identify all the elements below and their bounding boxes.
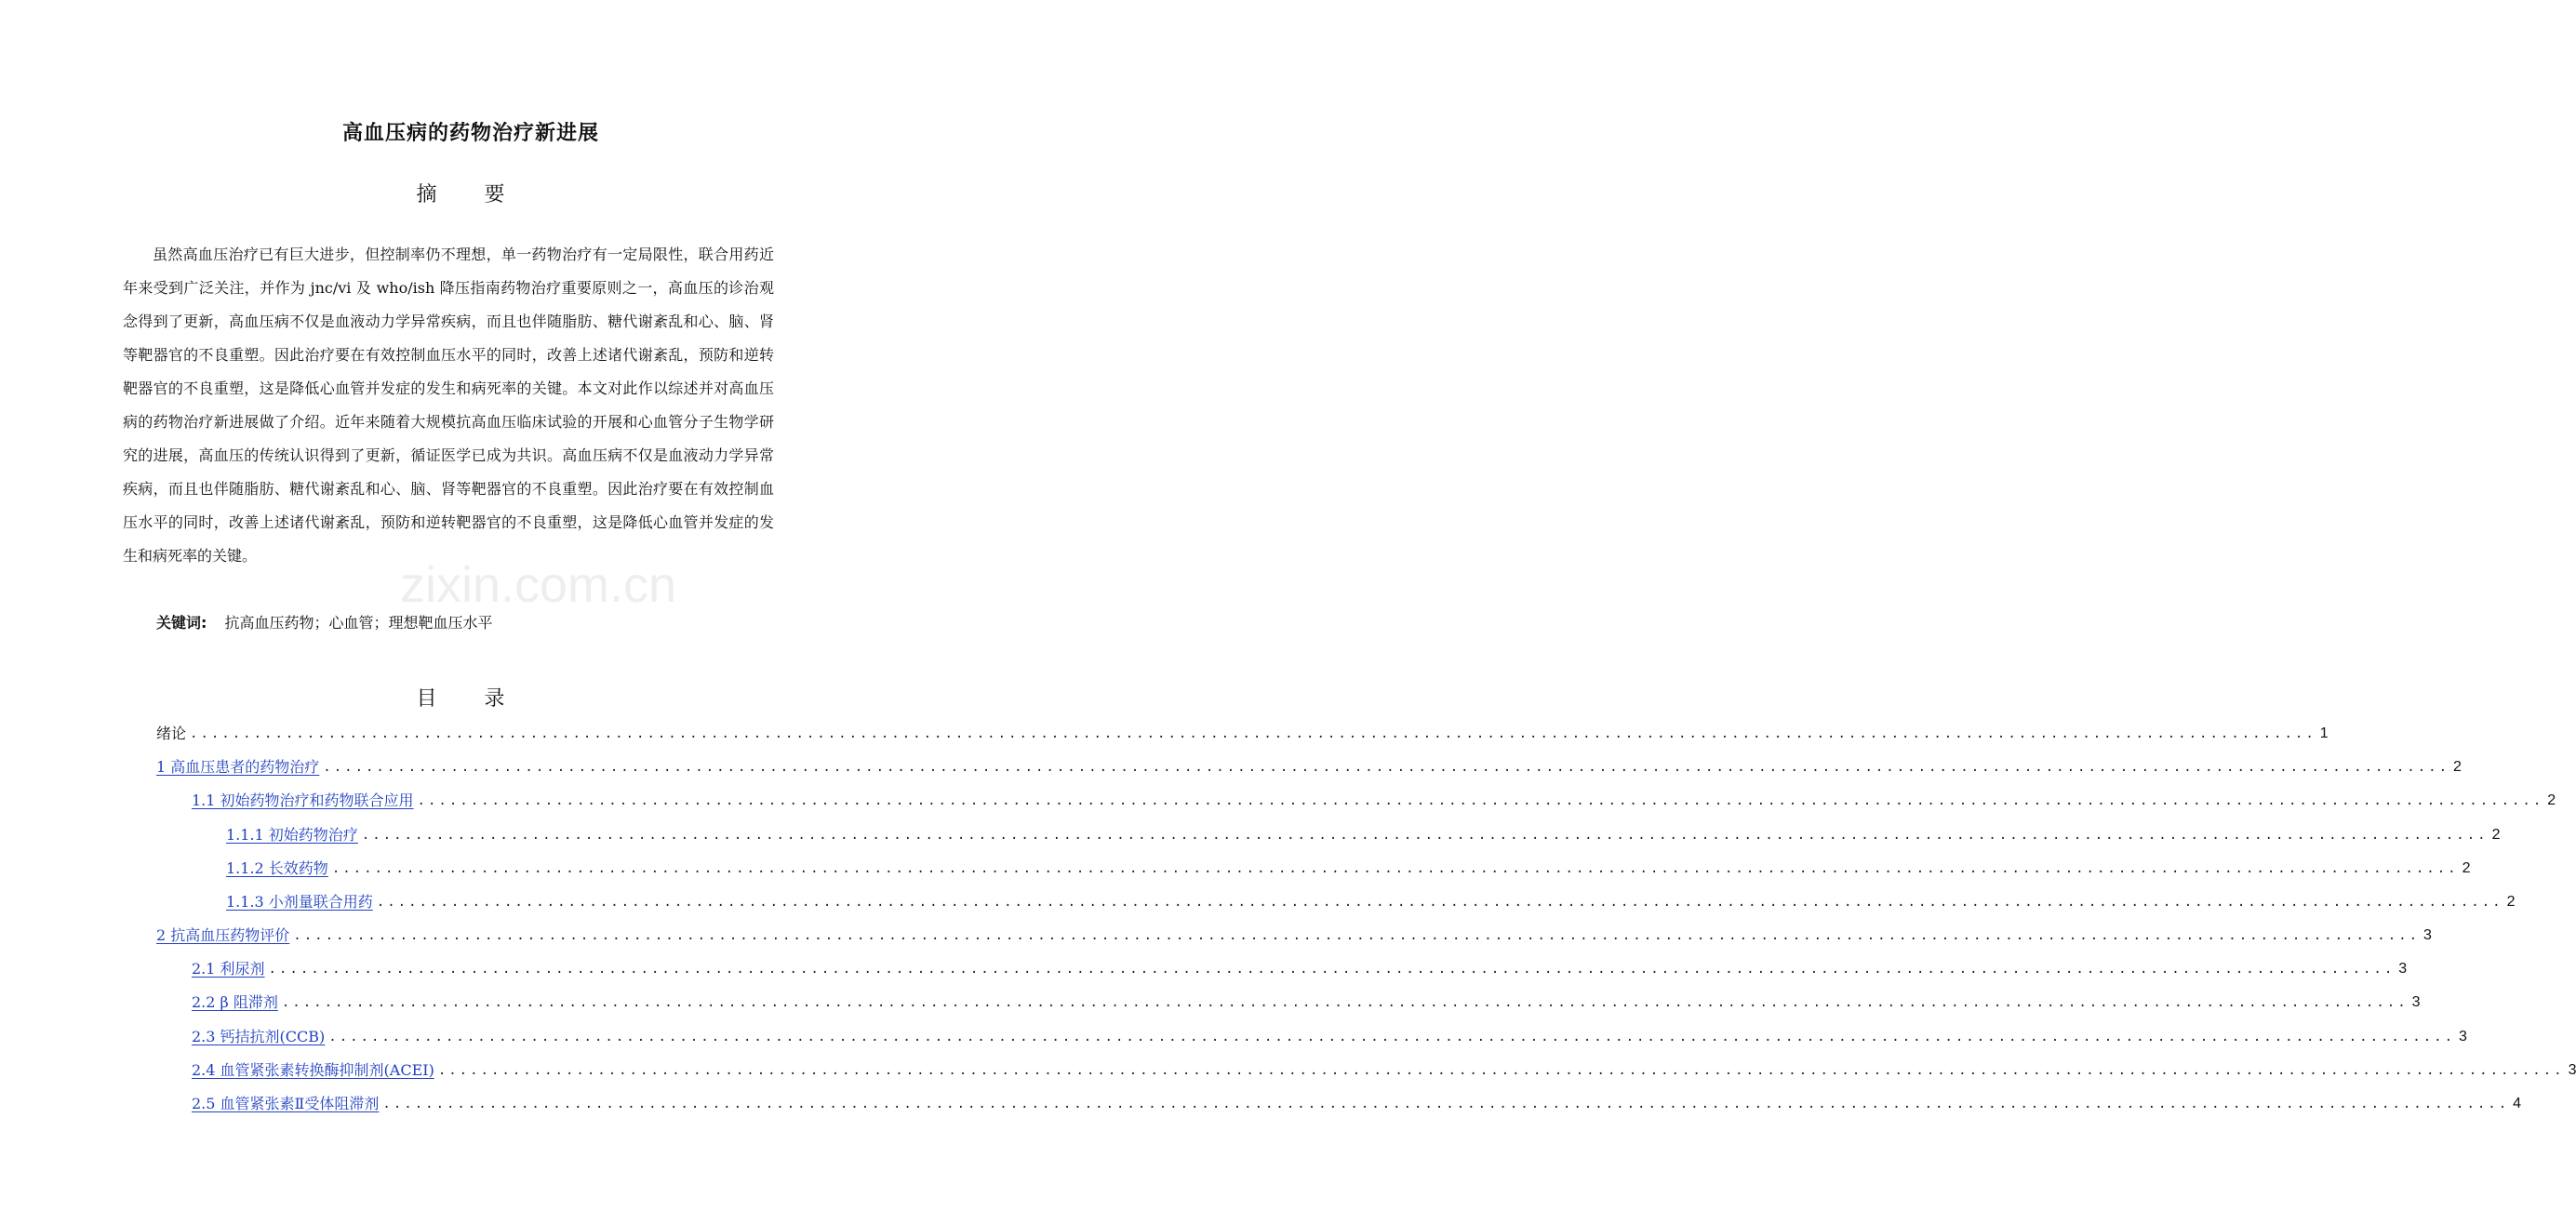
toc-leader-dots: ........................................................................................................................................................................................................ (268, 962, 2396, 977)
toc-page-number: 2 (2453, 759, 2462, 775)
toc-page-number: 3 (2398, 961, 2408, 977)
toc-leader-dots: ........................................................................................................................................................................................................ (376, 895, 2503, 910)
toc-row[interactable] (192, 1086, 2522, 1114)
toc-leader-dots: ........................................................................................................................................................................................................ (437, 1063, 2565, 1078)
toc-leader-dots: ........................................................................................................................................................................................................ (331, 861, 2459, 876)
toc-entry-link[interactable]: 1.1 初始药物治疗和药物联合应用 (192, 792, 414, 809)
toc-row[interactable] (156, 918, 2432, 946)
toc-leader-dots: ........................................................................................................................................................................................................ (293, 928, 2421, 943)
toc-page-number: 2 (2491, 827, 2501, 843)
keywords-label: 关键词: (156, 614, 207, 632)
toc-row[interactable] (226, 851, 2471, 879)
toc-heading: 目 录 (416, 687, 526, 711)
toc-row[interactable] (226, 818, 2501, 845)
toc-entry-link[interactable]: 1 高血压患者的药物治疗 (156, 758, 320, 776)
toc-leader-dots: ........................................................................................................................................................................................................ (323, 760, 2450, 775)
abstract-text: 虽然高血压治疗已有巨大进步，但控制率仍不理想，单一药物治疗有一定局限性，联合用药近年来受到广泛关注，并作为 jnc/vi 及 who/ish 降压指南药物治疗重要原则之一，高血压的诊治观念得到了更新，高血压病不仅是血液动力学异常疾病，而且也伴随脂肪、糖代谢紊乱和心、脑、肾等靶器官的不良重塑。因此治疗要在有效控制血压水平的同时，改善上述诸代谢紊乱，预防和逆转靶器官的不良重塑，这是降低心血管并发症的发生和病死率的关键。本文对此作以综述并对高血压病的药物治疗新进展做了介绍。近年来随着大规模抗高血压临床试验的开展和心血管分子生物学研究的进展，高血压的传统认识得到了更新，循证医学已成为共识。高血压病不仅是血液动力学异常疾病，而且也伴随脂肪、糖代谢紊乱和心、脑、肾等靶器官的不良重塑。因此治疗要在有效控制血压水平的同时，改善上述诸代谢紊乱，预防和逆转靶器官的不良重塑，这是降低心血管并发症的发生和病死率的关键。 (123, 246, 774, 565)
toc-leader-dots: ........................................................................................................................................................................................................ (361, 828, 2489, 843)
toc-entry-link[interactable]: 1.1.2 长效药物 (226, 859, 328, 877)
toc-leader-dots: ........................................................................................................................................................................................................ (417, 793, 2544, 808)
document-title: 高血压病的药物治疗新进展 (341, 122, 599, 145)
toc-row[interactable] (192, 952, 2408, 979)
toc-page-number: 2 (2547, 792, 2556, 808)
toc-page-number: 3 (2423, 927, 2432, 943)
toc-row[interactable] (156, 750, 2462, 778)
toc-leader-dots: ........................................................................................................................................................................................................ (382, 1097, 2510, 1111)
toc-page-number: 2 (2462, 860, 2471, 876)
watermark: zixin.com.cn (400, 557, 677, 613)
toc-row[interactable] (192, 783, 2556, 811)
toc-entry-link[interactable]: 2.5 血管紧张素Ⅱ受体阻滞剂 (192, 1095, 380, 1112)
toc-row[interactable] (192, 985, 2421, 1013)
toc-entry-link[interactable]: 2.1 利尿剂 (192, 960, 265, 978)
toc-entry-link[interactable]: 2 抗高血压药物评价 (156, 926, 290, 944)
toc-entry-link[interactable]: 2.4 血管紧张素转换酶抑制剂(ACEI) (192, 1061, 434, 1079)
abstract-heading: 摘 要 (416, 183, 526, 206)
toc-entry-link[interactable]: 1.1.1 初始药物治疗 (226, 826, 358, 844)
toc-row[interactable] (192, 1019, 2467, 1047)
toc-entry-link[interactable]: 2.3 钙拮抗剂(CCB) (192, 1028, 326, 1045)
toc-leader-dots: ........................................................................................................................................................................................................ (190, 726, 2316, 741)
toc-page-number: 3 (2411, 994, 2421, 1010)
toc-row[interactable] (226, 885, 2516, 912)
toc-entry-link[interactable]: 2.2 β 阻滞剂 (192, 993, 278, 1011)
toc-entry-link[interactable]: 1.1.3 小剂量联合用药 (226, 893, 373, 911)
toc-leader-dots: ........................................................................................................................................................................................................ (281, 995, 2409, 1010)
toc-leader-dots: ........................................................................................................................................................................................................ (328, 1030, 2456, 1045)
keywords-line (156, 611, 493, 632)
toc-page-number: 4 (2513, 1096, 2522, 1111)
toc-row (156, 716, 2329, 744)
toc-page-number: 3 (2568, 1062, 2576, 1078)
toc-page-number: 1 (2319, 725, 2329, 741)
toc-page-number: 2 (2506, 894, 2516, 910)
keywords-text: 抗高血压药物；心血管；理想靶血压水平 (224, 614, 493, 632)
toc-page-number: 3 (2459, 1029, 2467, 1045)
toc-row[interactable] (192, 1053, 2576, 1081)
toc-entry: 绪论 (156, 725, 187, 742)
